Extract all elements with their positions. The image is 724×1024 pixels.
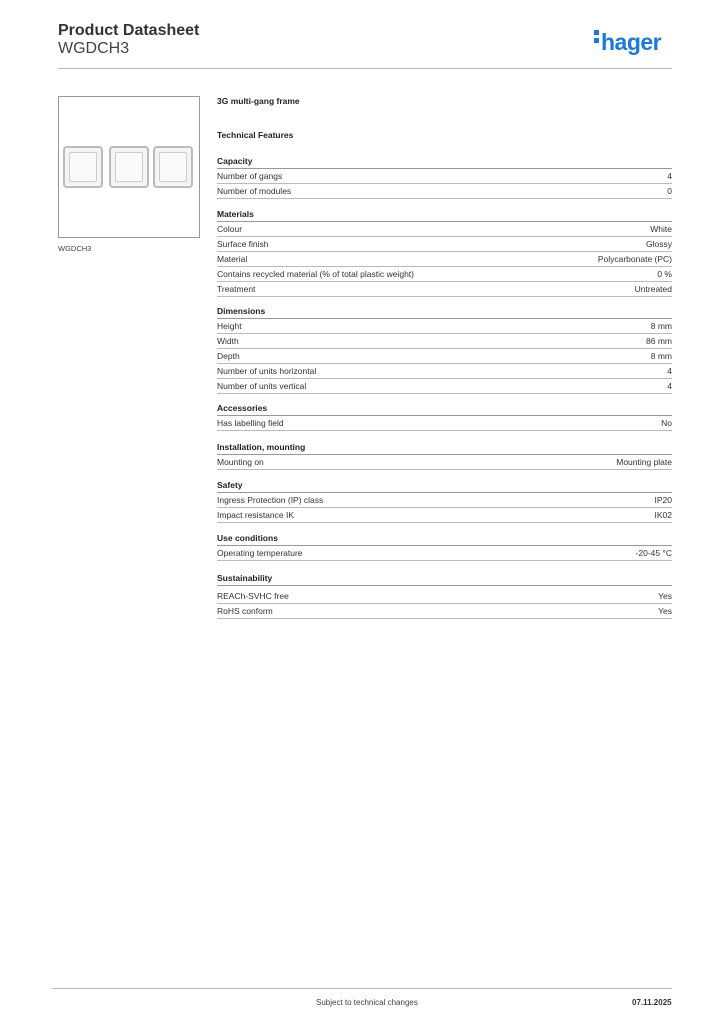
spec-row	[217, 222, 672, 237]
spec-value: Yes	[658, 591, 672, 601]
section-materials	[217, 208, 672, 297]
footer-divider	[52, 988, 672, 989]
spec-label: REACh-SVHC free	[217, 591, 289, 601]
footer-date: 07.11.2025	[632, 998, 672, 1007]
spec-label: Width	[217, 336, 239, 346]
spec-row	[217, 334, 672, 349]
spec-value: IK02	[654, 510, 672, 520]
spec-row	[217, 319, 672, 334]
spec-row	[217, 589, 672, 604]
spec-row	[217, 416, 672, 431]
frame-gang-icon	[109, 146, 149, 188]
section-title: Safety	[217, 479, 672, 493]
spec-value: Untreated	[634, 284, 672, 294]
spec-label: Number of units horizontal	[217, 366, 317, 376]
section-installation	[217, 441, 672, 470]
section-capacity	[217, 155, 672, 199]
spec-value: 86 mm	[646, 336, 672, 346]
spec-label: Colour	[217, 224, 243, 234]
spec-value: -20-45 °C	[635, 548, 672, 558]
section-safety	[217, 479, 672, 523]
spec-row	[217, 379, 672, 394]
spec-row	[217, 604, 672, 619]
logo-text: hager	[601, 29, 662, 55]
spec-label: Number of units vertical	[217, 381, 307, 391]
section-title: Dimensions	[217, 305, 672, 319]
spec-row	[217, 493, 672, 508]
section-title: Materials	[217, 208, 672, 222]
spec-label: Treatment	[217, 284, 256, 294]
spec-label: Number of modules	[217, 186, 292, 196]
spec-value: Mounting plate	[616, 457, 672, 467]
header-divider	[58, 68, 672, 69]
spec-value: White	[650, 224, 672, 234]
section-accessories	[217, 402, 672, 431]
spec-value: 0	[667, 186, 672, 196]
spec-row	[217, 282, 672, 297]
spec-label: Height	[217, 321, 242, 331]
spec-value: 8 mm	[650, 321, 672, 331]
product-code: WGDCH3	[58, 40, 130, 57]
footer-note: Subject to technical changes	[316, 998, 418, 1007]
section-title: Use conditions	[217, 532, 672, 546]
spec-label: Ingress Protection (IP) class	[217, 495, 324, 505]
spec-value: IP20	[654, 495, 672, 505]
spec-row	[217, 364, 672, 379]
spec-value: 0 %	[657, 269, 672, 279]
spec-row	[217, 455, 672, 470]
spec-value: Yes	[658, 606, 672, 616]
section-sustainability	[217, 572, 672, 619]
frame-gang-icon	[153, 146, 193, 188]
page-title: Product Datasheet	[58, 22, 200, 39]
spec-value: 4	[667, 381, 672, 391]
spec-value: 4	[667, 171, 672, 181]
product-name: 3G multi-gang frame	[217, 96, 300, 106]
spec-label: Number of gangs	[217, 171, 283, 181]
section-use-conditions	[217, 532, 672, 561]
section-dimensions	[217, 305, 672, 394]
spec-row	[217, 184, 672, 199]
spec-label: Surface finish	[217, 239, 269, 249]
spec-value: Glossy	[646, 239, 672, 249]
spec-row	[217, 237, 672, 252]
hager-logo	[594, 29, 661, 56]
technical-features-title: Technical Features	[217, 130, 294, 140]
section-title: Installation, mounting	[217, 441, 672, 455]
logo-dots-icon	[594, 30, 600, 46]
section-title: Capacity	[217, 155, 672, 169]
spec-label: Depth	[217, 351, 240, 361]
spec-row	[217, 252, 672, 267]
spec-label: Operating temperature	[217, 548, 303, 558]
spec-row	[217, 508, 672, 523]
spec-value: No	[661, 418, 672, 428]
spec-label: Material	[217, 254, 248, 264]
spec-label: RoHS conform	[217, 606, 273, 616]
frame-gang-icon	[63, 146, 103, 188]
image-caption: WGDCH3	[58, 244, 92, 253]
spec-value: Polycarbonate (PC)	[597, 254, 672, 264]
spec-value: 4	[667, 366, 672, 376]
spec-label: Mounting on	[217, 457, 264, 467]
spec-row	[217, 349, 672, 364]
spec-row	[217, 546, 672, 561]
spec-label: Has labelling field	[217, 418, 284, 428]
section-title: Accessories	[217, 402, 672, 416]
spec-label: Impact resistance IK	[217, 510, 295, 520]
spec-value: 8 mm	[650, 351, 672, 361]
spec-row	[217, 169, 672, 184]
section-title: Sustainability	[217, 572, 672, 586]
spec-row	[217, 267, 672, 282]
spec-label: Contains recycled material (% of total plastic weight)	[217, 269, 414, 279]
